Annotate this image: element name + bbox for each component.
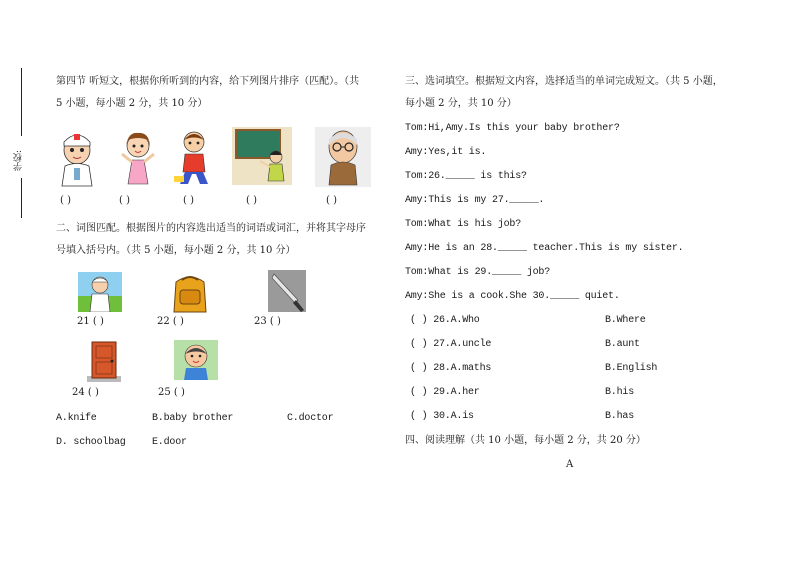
option-d: D. schoolbag: [56, 437, 126, 448]
section2-instruction-line2: 号填入括号内。（共 5 小题，每小题 2 分，共 10 分）: [56, 245, 296, 256]
section4-reading-heading: 四、阅读理解（共 10 小题，每小题 2 分，共 20 分）: [405, 435, 646, 446]
choice-option-b-27: B.aunt: [605, 339, 640, 350]
choice-question-27[interactable]: ( ) 27.A.uncle: [410, 339, 492, 350]
margin-line-top: [21, 68, 22, 136]
school-label: 学校:: [14, 150, 24, 172]
option-a: A.knife: [56, 413, 97, 424]
teacher-blackboard-icon: [232, 127, 292, 185]
answer-blank-25[interactable]: 25 ( ): [158, 387, 185, 398]
answer-blank-5[interactable]: ( ): [326, 195, 337, 206]
answer-blank-24[interactable]: 24 ( ): [72, 387, 99, 398]
dialog-line: Amy:He is an 28._____ teacher.This is my sister.: [405, 243, 684, 254]
answer-blank-3[interactable]: ( ): [183, 195, 194, 206]
schoolbag-icon: [168, 272, 212, 314]
answer-blank-4[interactable]: ( ): [246, 195, 257, 206]
dialog-line: Tom:Hi,Amy.Is this your baby brother?: [405, 123, 620, 134]
dialog-line: Amy:Yes,it is.: [405, 147, 487, 158]
answer-blank-1[interactable]: ( ): [60, 195, 71, 206]
dialog-line: Amy:She is a cook.She 30._____ quiet.: [405, 291, 620, 302]
knife-icon: [268, 270, 306, 312]
doctor-field-icon: [78, 272, 122, 312]
option-b: B.baby brother: [152, 413, 234, 424]
choice-question-28[interactable]: ( ) 28.A.maths: [410, 363, 492, 374]
section3-instruction-line1: 三、选词填空。根据短文内容，选择适当的单词完成短文。（共 5 小题，: [405, 76, 723, 87]
grandpa-icon: [315, 127, 371, 187]
doctor-icon: [52, 128, 102, 188]
dialog-line: Tom:What is 29._____ job?: [405, 267, 551, 278]
dialog-line: Tom:What is his job?: [405, 219, 522, 230]
dialog-line: Tom:26._____ is this?: [405, 171, 527, 182]
section2-instruction-line1: 二、词图匹配。根据图片的内容选出适当的词语或词汇，并将其字母序: [56, 223, 366, 234]
boy-icon: [172, 128, 216, 188]
choice-question-30[interactable]: ( ) 30.A.is: [410, 411, 474, 422]
choice-option-b-30: B.has: [605, 411, 635, 422]
dialog-line: Amy:This is my 27._____.: [405, 195, 545, 206]
choice-option-b-26: B.Where: [605, 315, 646, 326]
answer-blank-2[interactable]: ( ): [119, 195, 130, 206]
baby-boy-icon: [174, 340, 218, 380]
choice-question-29[interactable]: ( ) 29.A.her: [410, 387, 480, 398]
section3-instruction-line2: 每小题 2 分，共 10 分）: [405, 98, 517, 109]
choice-question-26[interactable]: ( ) 26.A.Who: [410, 315, 480, 326]
answer-blank-23[interactable]: 23 ( ): [254, 316, 281, 327]
answer-blank-21[interactable]: 21 ( ): [77, 316, 104, 327]
choice-option-b-28: B.English: [605, 363, 658, 374]
answer-blank-22[interactable]: 22 ( ): [157, 316, 184, 327]
door-icon: [87, 340, 121, 382]
section4-instruction-line2: 5 小题，每小题 2 分，共 10 分）: [56, 98, 208, 109]
dancing-girl-icon: [118, 128, 158, 188]
margin-line-bottom: [21, 178, 22, 218]
passage-a-label: A: [566, 459, 574, 470]
section4-instruction-line1: 第四节 听短文，根据你所听到的内容，给下列图片排序（匹配）。（共: [56, 76, 360, 87]
choice-option-b-29: B.his: [605, 387, 635, 398]
option-c: C.doctor: [287, 413, 334, 424]
option-e: E.door: [152, 437, 187, 448]
